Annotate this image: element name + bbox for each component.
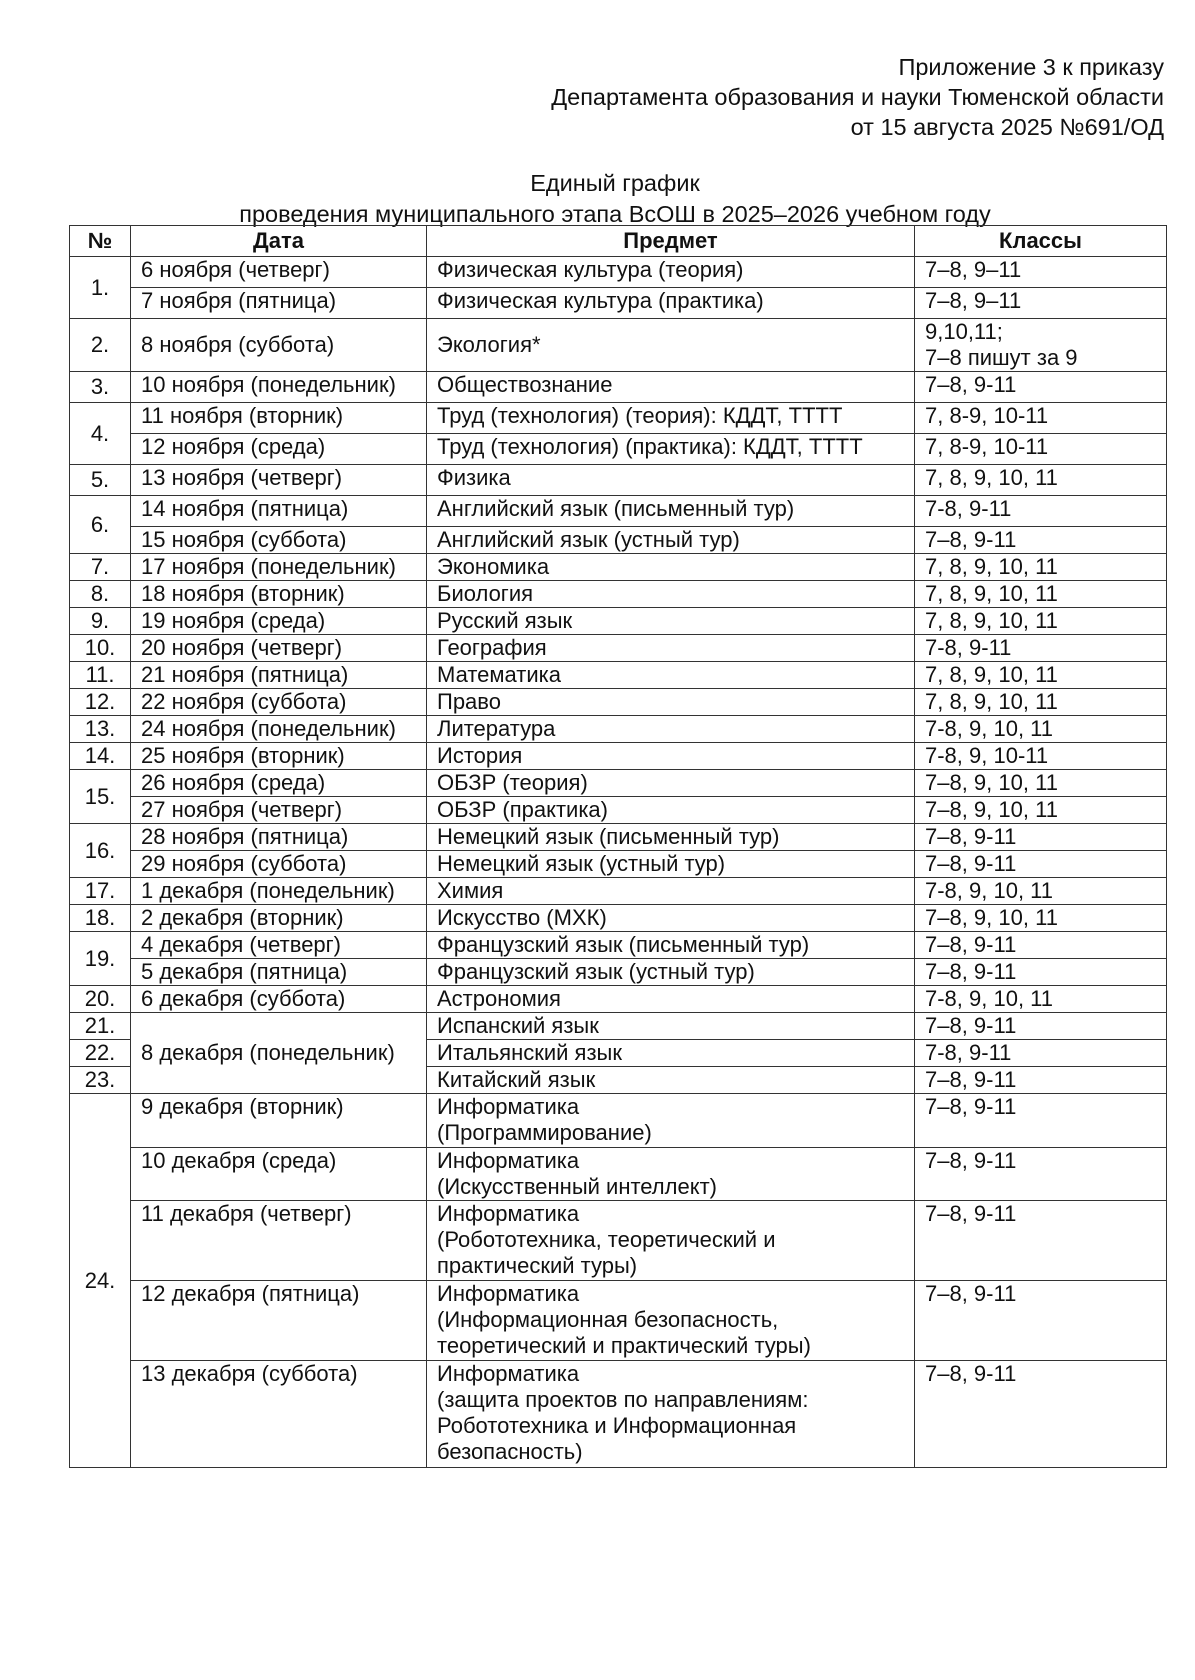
table-row xyxy=(70,689,1167,716)
row-grades: 7-8, 9, 10, 11 xyxy=(915,986,1167,1013)
row-date: 11 ноября (вторник) xyxy=(131,403,427,434)
row-grades: 7–8, 9-11 xyxy=(915,1067,1167,1094)
row-grades: 7–8, 9-11 xyxy=(915,959,1167,986)
row-subject: Физика xyxy=(427,465,915,496)
row-grades: 7–8, 9-11 xyxy=(915,527,1167,554)
row-subject: География xyxy=(427,635,915,662)
row-number: 8. xyxy=(70,581,131,608)
title-line-1: Единый график xyxy=(530,170,700,196)
row-date: 6 ноября (четверг) xyxy=(131,257,427,288)
table-row xyxy=(70,1361,1167,1468)
row-date: 13 ноября (четверг) xyxy=(131,465,427,496)
row-number: 9. xyxy=(70,608,131,635)
row-grades: 7–8, 9-11 xyxy=(915,851,1167,878)
row-subject: ОБЗР (практика) xyxy=(427,797,915,824)
row-subject: Китайский язык xyxy=(427,1067,915,1094)
row-date: 12 декабря (пятница) xyxy=(131,1281,427,1361)
table-row xyxy=(70,496,1167,527)
table-row xyxy=(70,434,1167,465)
row-subject: Химия xyxy=(427,878,915,905)
row-date: 21 ноября (пятница) xyxy=(131,662,427,689)
row-date: 4 декабря (четверг) xyxy=(131,932,427,959)
row-grades: 7–8, 9-11 xyxy=(915,1201,1167,1281)
table-row xyxy=(70,770,1167,797)
order-date-line: от 15 августа 2025 №691/ОД xyxy=(850,114,1164,140)
row-grades: 7-8, 9, 10, 11 xyxy=(915,716,1167,743)
row-date: 12 ноября (среда) xyxy=(131,434,427,465)
row-grades: 7–8, 9, 10, 11 xyxy=(915,797,1167,824)
row-grades: 7, 8, 9, 10, 11 xyxy=(915,581,1167,608)
row-grades: 7-8, 9-11 xyxy=(915,635,1167,662)
table-row xyxy=(70,986,1167,1013)
row-grades: 7, 8, 9, 10, 11 xyxy=(915,689,1167,716)
table-row xyxy=(70,824,1167,851)
row-grades: 7–8, 9-11 xyxy=(915,1094,1167,1148)
row-date: 9 декабря (вторник) xyxy=(131,1094,427,1148)
table-row xyxy=(70,959,1167,986)
table-row xyxy=(70,608,1167,635)
appendix-line: Приложение 3 к приказу xyxy=(898,54,1164,80)
column-header-grades: Классы xyxy=(915,226,1167,257)
row-date: 13 декабря (суббота) xyxy=(131,1361,427,1468)
row-subject: Информатика (Робототехника, теоретический и практический туры) xyxy=(427,1201,915,1281)
row-subject: Английский язык (устный тур) xyxy=(427,527,915,554)
row-date: 29 ноября (суббота) xyxy=(131,851,427,878)
row-date: 5 декабря (пятница) xyxy=(131,959,427,986)
row-subject: Французский язык (устный тур) xyxy=(427,959,915,986)
row-subject: Испанский язык xyxy=(427,1013,915,1040)
row-subject: Экология* xyxy=(427,319,915,372)
row-number: 24. xyxy=(70,1094,131,1468)
row-subject: Астрономия xyxy=(427,986,915,1013)
row-grades: 7–8, 9-11 xyxy=(915,372,1167,403)
table-row xyxy=(70,403,1167,434)
table-row xyxy=(70,465,1167,496)
row-date: 15 ноября (суббота) xyxy=(131,527,427,554)
row-subject: Информатика (Информационная безопасность, теоретический и практический туры) xyxy=(427,1281,915,1361)
row-number: 15. xyxy=(70,770,131,824)
table-row xyxy=(70,743,1167,770)
document-title xyxy=(0,168,1195,230)
row-number: 19. xyxy=(70,932,131,986)
row-grades: 7–8, 9-11 xyxy=(915,1361,1167,1468)
row-subject: Немецкий язык (устный тур) xyxy=(427,851,915,878)
table-row xyxy=(70,319,1167,372)
department-line: Департамента образования и науки Тюменской области xyxy=(551,84,1164,110)
row-grades: 7–8, 9–11 xyxy=(915,288,1167,319)
row-grades: 9,10,11; 7–8 пишут за 9 xyxy=(915,319,1167,372)
row-grades: 7, 8, 9, 10, 11 xyxy=(915,608,1167,635)
row-grades: 7, 8, 9, 10, 11 xyxy=(915,662,1167,689)
table-header-row xyxy=(70,226,1167,257)
table-row xyxy=(70,932,1167,959)
column-header-date: Дата xyxy=(131,226,427,257)
row-number: 6. xyxy=(70,496,131,554)
table-row xyxy=(70,288,1167,319)
row-number: 23. xyxy=(70,1067,131,1094)
row-number: 4. xyxy=(70,403,131,465)
row-date: 10 декабря (среда) xyxy=(131,1148,427,1201)
table-row xyxy=(70,1094,1167,1148)
row-number: 20. xyxy=(70,986,131,1013)
row-date: 10 ноября (понедельник) xyxy=(131,372,427,403)
table-row xyxy=(70,878,1167,905)
row-number: 1. xyxy=(70,257,131,319)
row-date: 8 ноября (суббота) xyxy=(131,319,427,372)
row-number: 11. xyxy=(70,662,131,689)
schedule-table xyxy=(69,225,1167,1468)
table-row xyxy=(70,662,1167,689)
row-date: 25 ноября (вторник) xyxy=(131,743,427,770)
row-number: 18. xyxy=(70,905,131,932)
row-subject: Экономика xyxy=(427,554,915,581)
row-date: 27 ноября (четверг) xyxy=(131,797,427,824)
row-date: 1 декабря (понедельник) xyxy=(131,878,427,905)
row-date: 26 ноября (среда) xyxy=(131,770,427,797)
row-number: 7. xyxy=(70,554,131,581)
row-date: 22 ноября (суббота) xyxy=(131,689,427,716)
row-grades: 7, 8, 9, 10, 11 xyxy=(915,465,1167,496)
row-grades: 7, 8, 9, 10, 11 xyxy=(915,554,1167,581)
row-number: 13. xyxy=(70,716,131,743)
row-grades: 7-8, 9, 10, 11 xyxy=(915,878,1167,905)
table-row xyxy=(70,257,1167,288)
row-date: 20 ноября (четверг) xyxy=(131,635,427,662)
table-row xyxy=(70,1201,1167,1281)
table-row xyxy=(70,797,1167,824)
row-subject: Информатика (защита проектов по направлениям: Робототехника и Информационная безопасность) xyxy=(427,1361,915,1468)
column-header-subject: Предмет xyxy=(427,226,915,257)
row-number: 22. xyxy=(70,1040,131,1067)
row-subject: Биология xyxy=(427,581,915,608)
row-grades: 7–8, 9-11 xyxy=(915,1281,1167,1361)
row-date: 24 ноября (понедельник) xyxy=(131,716,427,743)
row-number: 3. xyxy=(70,372,131,403)
row-grades: 7-8, 9-11 xyxy=(915,496,1167,527)
row-grades: 7-8, 9, 10-11 xyxy=(915,743,1167,770)
row-subject: Искусство (МХК) xyxy=(427,905,915,932)
table-row xyxy=(70,527,1167,554)
row-date: 7 ноября (пятница) xyxy=(131,288,427,319)
row-grades: 7–8, 9-11 xyxy=(915,824,1167,851)
table-row xyxy=(70,1281,1167,1361)
row-grades: 7–8, 9-11 xyxy=(915,932,1167,959)
row-grades: 7–8, 9, 10, 11 xyxy=(915,905,1167,932)
row-number: 5. xyxy=(70,465,131,496)
row-grades: 7–8, 9–11 xyxy=(915,257,1167,288)
table-row xyxy=(70,851,1167,878)
row-date: 14 ноября (пятница) xyxy=(131,496,427,527)
table-row xyxy=(70,635,1167,662)
row-grades: 7–8, 9, 10, 11 xyxy=(915,770,1167,797)
row-number: 12. xyxy=(70,689,131,716)
row-date: 6 декабря (суббота) xyxy=(131,986,427,1013)
row-subject: Обществознание xyxy=(427,372,915,403)
row-subject: Немецкий язык (письменный тур) xyxy=(427,824,915,851)
row-subject: Литература xyxy=(427,716,915,743)
row-subject: ОБЗР (теория) xyxy=(427,770,915,797)
row-grades: 7, 8-9, 10-11 xyxy=(915,403,1167,434)
row-number: 10. xyxy=(70,635,131,662)
row-date: 8 декабря (понедельник) xyxy=(131,1013,427,1094)
row-subject: Математика xyxy=(427,662,915,689)
row-grades: 7–8, 9-11 xyxy=(915,1013,1167,1040)
row-grades: 7, 8-9, 10-11 xyxy=(915,434,1167,465)
row-subject: История xyxy=(427,743,915,770)
row-subject: Физическая культура (практика) xyxy=(427,288,915,319)
column-header-number: № xyxy=(70,226,131,257)
table-row xyxy=(70,716,1167,743)
row-subject: Русский язык xyxy=(427,608,915,635)
table-row xyxy=(70,372,1167,403)
row-date: 18 ноября (вторник) xyxy=(131,581,427,608)
row-number: 21. xyxy=(70,1013,131,1040)
row-subject: Право xyxy=(427,689,915,716)
table-row xyxy=(70,905,1167,932)
title-line-2: проведения муниципального этапа ВсОШ в 2025–2026 учебном году xyxy=(239,201,991,227)
row-date: 11 декабря (четверг) xyxy=(131,1201,427,1281)
row-number: 17. xyxy=(70,878,131,905)
row-subject: Французский язык (письменный тур) xyxy=(427,932,915,959)
row-date: 17 ноября (понедельник) xyxy=(131,554,427,581)
table-row xyxy=(70,581,1167,608)
table-row xyxy=(70,1013,1167,1040)
row-grades: 7-8, 9-11 xyxy=(915,1040,1167,1067)
document-header xyxy=(551,52,1164,142)
row-subject: Труд (технология) (теория): КДДТ, ТТТТ xyxy=(427,403,915,434)
row-number: 16. xyxy=(70,824,131,878)
row-number: 14. xyxy=(70,743,131,770)
row-number: 2. xyxy=(70,319,131,372)
row-grades: 7–8, 9-11 xyxy=(915,1148,1167,1201)
row-date: 19 ноября (среда) xyxy=(131,608,427,635)
table-row xyxy=(70,1148,1167,1201)
table-row xyxy=(70,554,1167,581)
row-subject: Труд (технология) (практика): КДДТ, ТТТТ xyxy=(427,434,915,465)
row-subject: Физическая культура (теория) xyxy=(427,257,915,288)
row-subject: Информатика (Искусственный интеллект) xyxy=(427,1148,915,1201)
row-subject: Информатика (Программирование) xyxy=(427,1094,915,1148)
row-subject: Итальянский язык xyxy=(427,1040,915,1067)
row-date: 2 декабря (вторник) xyxy=(131,905,427,932)
row-subject: Английский язык (письменный тур) xyxy=(427,496,915,527)
row-date: 28 ноября (пятница) xyxy=(131,824,427,851)
